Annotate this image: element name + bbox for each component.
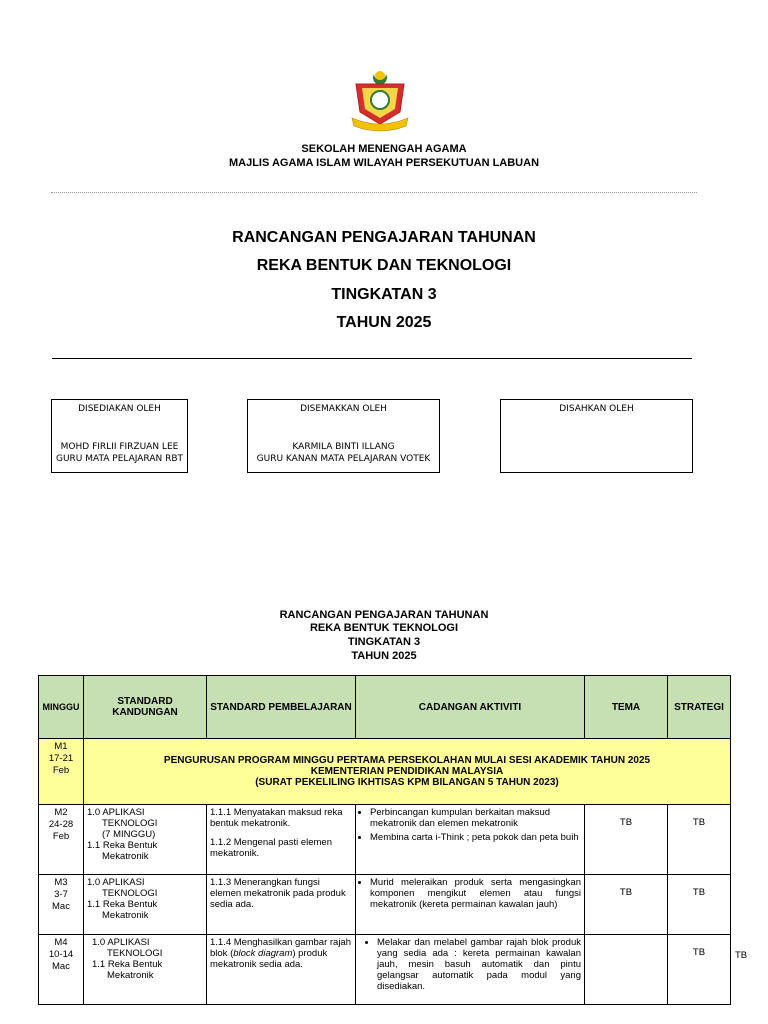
banner-line2: KEMENTERIAN PENDIDIKAN MALAYSIA xyxy=(310,766,504,777)
section-title-line2: REKA BENTUK TEKNOLOGI xyxy=(309,622,459,634)
week-cell xyxy=(39,805,84,875)
strategy-cell: TB xyxy=(668,875,731,935)
header-learning-standard: STANDARD PEMBELAJARAN xyxy=(207,676,356,739)
sk-line: 1.1 Reka Bentuk xyxy=(92,959,163,970)
activity-item: • Murid meleraikan produk serta mengasingkan komponen mengikut elemen atau fungsi mekatronik (kereta permainan kawalan jauh) xyxy=(370,877,581,910)
activity-item: • Melakar dan melabel gambar rajah blok produk yang sedia ada : kereta permainan kawalan jauh, mesin basuh automatik dan pintu gelangsar automatik pada modul yang disediakan. xyxy=(377,937,581,992)
header-week: MINGGU xyxy=(39,676,84,739)
stray-theme-text: TB xyxy=(735,950,748,961)
theme-cell: TB xyxy=(585,875,668,935)
activity-cell xyxy=(356,875,585,935)
week-code: M2 xyxy=(54,807,68,818)
sk-line: TEKNOLOGI xyxy=(102,818,158,829)
header-activity: CADANGAN AKTIVITI xyxy=(356,676,585,739)
strategy-cell: TB xyxy=(668,805,731,875)
week-cell xyxy=(39,875,84,935)
sk-line: 1.0 APLIKASI xyxy=(87,877,145,888)
solid-divider xyxy=(52,358,692,359)
section-title-line4: TAHUN 2025 xyxy=(351,650,417,662)
signature-role: DISAHKAN OLEH xyxy=(559,404,634,414)
sk-line: TEKNOLOGI xyxy=(107,948,163,959)
sk-line: Mekatronik xyxy=(102,851,149,862)
school-council: MAJLIS AGAMA ISLAM WILAYAH PERSEKUTUAN LABUAN xyxy=(228,157,540,169)
signature-position: GURU MATA PELAJARAN RBT xyxy=(55,454,183,464)
week-month: Feb xyxy=(52,831,70,842)
signature-name: MOHD FIRLII FIRZUAN LEE xyxy=(60,442,179,452)
section-title-line1: RANCANGAN PENGAJARAN TAHUNAN xyxy=(279,609,489,621)
week-dates: 24-28 xyxy=(48,819,74,830)
activity-cell xyxy=(356,935,585,1005)
strategy-cell: TB xyxy=(668,935,731,1005)
sk-line: Mekatronik xyxy=(107,970,154,981)
week-cell xyxy=(39,739,84,805)
content-standard-cell xyxy=(84,935,207,1005)
activity-cell xyxy=(356,805,585,875)
activity-item: • Membina carta i-Think ; peta pokok dan peta buih xyxy=(370,832,581,843)
sk-line: (7 MINGGU) xyxy=(102,829,156,840)
week-month: Feb xyxy=(52,765,70,776)
week-code: M4 xyxy=(54,937,68,948)
banner-line1: PENGURUSAN PROGRAM MINGGU PERTAMA PERSEKOLAHAN MULAI SESI AKADEMIK TAHUN 2025 xyxy=(163,755,651,766)
week-code: M3 xyxy=(54,877,68,888)
week-dates: 17-21 xyxy=(48,753,74,764)
week-code: M1 xyxy=(54,741,68,752)
signature-box-approved xyxy=(500,399,693,473)
week-dates: 10-14 xyxy=(48,949,74,960)
signature-role: DISEMAKKAN OLEH xyxy=(300,404,387,414)
theme-cell xyxy=(585,935,668,1005)
table-row xyxy=(39,805,731,875)
header-theme: TEMA xyxy=(585,676,668,739)
week-dates: 3-7 xyxy=(54,889,68,900)
week-cell xyxy=(39,935,84,1005)
content-standard-cell xyxy=(84,805,207,875)
annual-plan-table xyxy=(38,675,731,1005)
learning-standard-cell xyxy=(207,875,356,935)
theme-cell: TB xyxy=(585,805,668,875)
sk-line: Mekatronik xyxy=(102,910,149,921)
sp-emphasis: block diagram xyxy=(233,948,293,959)
activity-item: • Perbincangan kumpulan berkaitan maksud mekatronik dan elemen mekatronik xyxy=(370,807,581,829)
table-row xyxy=(39,875,731,935)
sp-text: ) produk mekatronik sedia ada. xyxy=(210,948,328,970)
signature-box-checked xyxy=(247,399,440,473)
signature-role: DISEDIAKAN OLEH xyxy=(78,404,161,414)
sk-line: 1.1 Reka Bentuk xyxy=(87,840,158,851)
signature-position: GURU KANAN MATA PELAJARAN VOTEK xyxy=(256,454,431,464)
banner-line3: (SURAT PEKELILING IKHTISAS KPM BILANGAN 5 TAHUN 2023) xyxy=(255,777,559,788)
sk-line: TEKNOLOGI xyxy=(102,888,158,899)
sk-line: 1.0 APLIKASI xyxy=(92,937,150,948)
sp-item: 1.1.3 Menerangkan fungsi elemen mekatronik pada produk sedia ada. xyxy=(210,877,346,910)
signature-name: KARMILA BINTI ILLANG xyxy=(292,442,395,452)
doc-title-line1: RANCANGAN PENGAJARAN TAHUNAN xyxy=(232,229,536,246)
dotted-divider xyxy=(51,192,697,193)
content-standard-cell xyxy=(84,875,207,935)
doc-title-line3: TINGKATAN 3 xyxy=(331,286,437,303)
learning-standard-cell xyxy=(207,935,356,1005)
section-title-line3: TINGKATAN 3 xyxy=(347,636,421,648)
sp-item: 1.1.1 Menyatakan maksud reka bentuk mekatronik. xyxy=(210,807,343,829)
week-month: Mac xyxy=(52,901,70,912)
table-row-banner xyxy=(39,739,731,805)
sk-line: 1.1 Reka Bentuk xyxy=(87,899,158,910)
table-header-row xyxy=(39,676,731,739)
week-month: Mac xyxy=(52,961,70,972)
header-strategy: STRATEGI xyxy=(668,676,731,739)
school-crest-logo xyxy=(348,66,412,132)
doc-title-line4: TAHUN 2025 xyxy=(336,314,432,331)
banner-cell xyxy=(84,739,731,805)
doc-title-line2: REKA BENTUK DAN TEKNOLOGI xyxy=(256,257,512,274)
sp-item: 1.1.2 Mengenal pasti elemen mekatronik. xyxy=(210,837,332,859)
sp-text: 1.1.4 Menghasilkan gambar rajah blok ( xyxy=(210,937,352,959)
school-name: SEKOLAH MENENGAH AGAMA xyxy=(301,143,467,155)
sk-line: 1.0 APLIKASI xyxy=(87,807,145,818)
table-row xyxy=(39,935,731,1005)
header-content-standard: STANDARD KANDUNGAN xyxy=(84,676,207,739)
learning-standard-cell xyxy=(207,805,356,875)
signature-box-prepared xyxy=(51,399,188,473)
